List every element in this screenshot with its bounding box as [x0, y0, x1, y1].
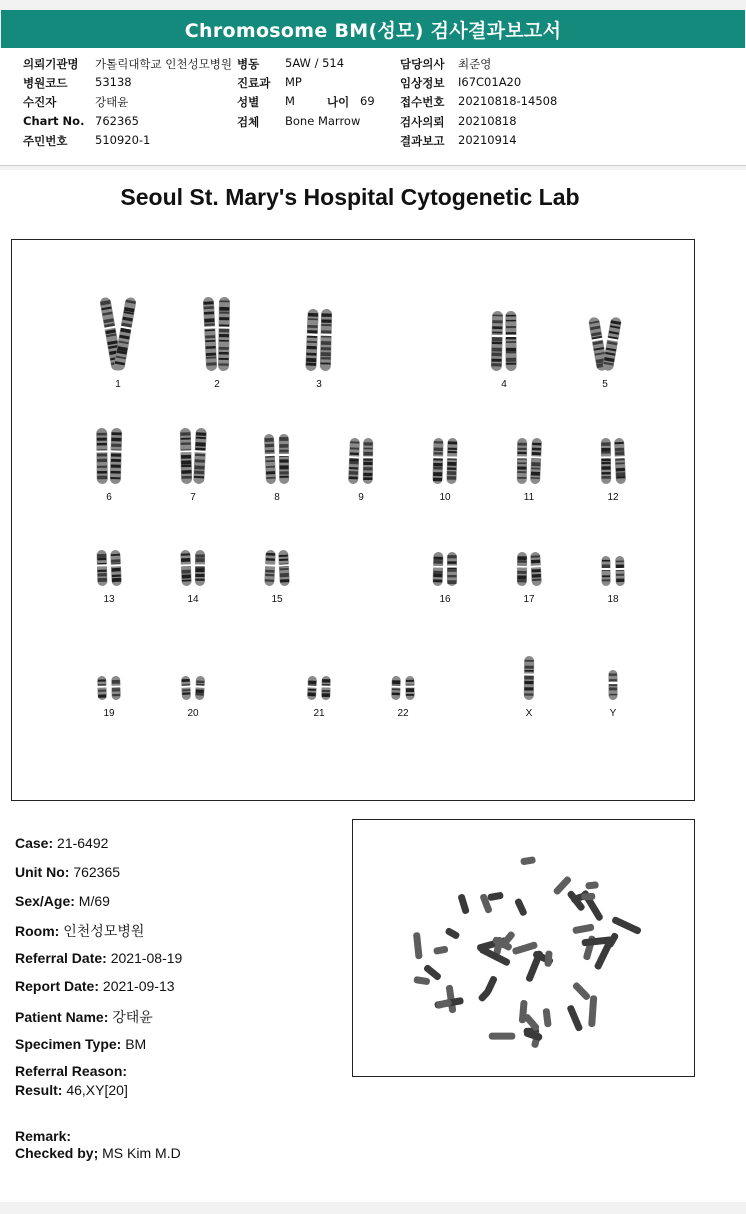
chromosome-pair [371, 616, 435, 719]
info-value: I67C01A20 [458, 75, 522, 89]
info-label: 담당의사 [400, 57, 445, 71]
chromosome-image [77, 616, 141, 702]
chromosome-number: 9 [358, 492, 364, 503]
chromosome-pair [245, 502, 309, 605]
info-value: M [285, 94, 295, 108]
chromosome-image [472, 287, 536, 373]
info-label: 수진자 [23, 95, 57, 109]
metaphase-chromosome [514, 898, 528, 917]
chromosome-pair [573, 287, 637, 390]
chromosome-image [86, 287, 150, 373]
chromosome-pair [77, 502, 141, 605]
metaphase-chromosome [566, 1004, 583, 1032]
case-info-value: M/69 [74, 893, 110, 909]
info-value: 가톨릭대학교 인천성모병원 [95, 57, 232, 71]
chromosome-number: 12 [607, 492, 619, 503]
info-value: 20210818 [458, 114, 517, 128]
chromosome-pair [77, 400, 141, 503]
info-label: 임상정보 [400, 76, 445, 90]
case-info-row [15, 1082, 128, 1098]
chromosome-number: 1 [115, 379, 121, 390]
report-title-banner [1, 10, 745, 48]
metaphase-chromosome [489, 1033, 516, 1040]
chromosome-pair [161, 400, 225, 503]
chromosome-pair [472, 287, 536, 390]
chromosome-pair [581, 616, 645, 719]
chromosome-number: X [525, 708, 533, 719]
metaphase-chromosome [588, 995, 597, 1027]
chromosome-pair [161, 616, 225, 719]
case-info-label: Remark: [15, 1128, 72, 1144]
metaphase-chromosome [413, 932, 423, 959]
case-info-value: 강태윤 [108, 1009, 153, 1025]
case-info-value: 762365 [69, 864, 121, 880]
case-info-label: Room: [15, 923, 60, 939]
info-value: 69 [360, 94, 375, 108]
chromosome-number: 7 [190, 492, 196, 503]
chromosome-pair [245, 400, 309, 503]
info-label: 의뢰기관명 [23, 57, 79, 71]
case-info-row [15, 864, 120, 880]
karyogram-panel [11, 239, 695, 801]
case-info-row [15, 921, 144, 941]
chromosome-pair [161, 502, 225, 605]
chromosome-image [245, 400, 309, 486]
case-info-label: Checked by; [15, 1145, 99, 1161]
chromosome-image [329, 400, 393, 486]
case-info-row [15, 1145, 181, 1161]
info-value: MP [285, 75, 302, 89]
info-label: 주민번호 [23, 134, 68, 148]
info-value: Bone Marrow [285, 114, 361, 128]
chromosome-pair [413, 502, 477, 605]
chromosome-number: 22 [397, 708, 409, 719]
metaphase-chromosome [457, 893, 470, 914]
chromosome-number: 16 [439, 594, 451, 605]
chromosome-number: Y [609, 708, 617, 719]
chromosome-pair [287, 616, 351, 719]
metaphase-image-panel [352, 819, 695, 1077]
chromosome-pair [581, 502, 645, 605]
metaphase-chromosome [572, 981, 592, 1001]
chromosome-image [77, 400, 141, 486]
chromosome-image [371, 616, 435, 702]
lab-title: Seoul St. Mary's Hospital Cytogenetic Lab [120, 184, 580, 210]
metaphase-chromosome [542, 1008, 551, 1028]
metaphase-chromosome [544, 950, 552, 967]
chromosome-image [497, 616, 561, 702]
info-value: 20210818-14508 [458, 94, 558, 108]
chromosome-pair [86, 287, 150, 390]
metaphase-chromosome [581, 893, 595, 901]
case-info-label: Report Date: [15, 978, 100, 994]
case-info-row [15, 1036, 146, 1052]
case-info-row [15, 978, 175, 994]
case-info-label: Specimen Type: [15, 1036, 122, 1052]
chromosome-number: 19 [103, 708, 115, 719]
chromosome-image [287, 616, 351, 702]
chromosome-image [581, 502, 645, 588]
case-info-label: Unit No: [15, 864, 70, 880]
chromosome-pair [287, 287, 351, 390]
info-label: 진료과 [237, 76, 271, 90]
chromosome-number: 10 [439, 492, 451, 503]
chromosome-number: 18 [607, 594, 619, 605]
case-info-row [15, 1063, 127, 1079]
case-info-row [15, 893, 110, 909]
case-info-row [15, 950, 182, 966]
report-title: Chromosome BM(성모) 검사결과보고서 [184, 19, 562, 42]
chromosome-number: 13 [103, 594, 115, 605]
case-info-value: MS Kim M.D [98, 1145, 181, 1161]
case-info-value: 2021-09-13 [99, 978, 175, 994]
case-info-label: Referral Reason: [15, 1063, 128, 1079]
info-label: 접수번호 [400, 95, 445, 109]
case-info-row [15, 835, 108, 851]
metaphase-chromosome [433, 945, 448, 954]
info-label: Chart No. [23, 114, 85, 128]
chromosome-number: 2 [214, 379, 220, 390]
chromosome-number: 15 [271, 594, 283, 605]
chromosome-image [497, 400, 561, 486]
chromosome-number: 17 [523, 594, 535, 605]
info-label: 성별 [237, 95, 260, 109]
chromosome-image [573, 287, 637, 373]
metaphase-chromosome [413, 976, 430, 985]
info-value: 최준영 [458, 57, 492, 71]
chromosome-pair [581, 400, 645, 503]
chromosome-image [413, 502, 477, 588]
case-info-row [15, 1007, 153, 1027]
chromosome-image [77, 502, 141, 588]
chromosome-pair [497, 400, 561, 503]
case-info-label: Referral Date: [15, 950, 107, 966]
chromosome-pair [497, 502, 561, 605]
chromosome-image [161, 616, 225, 702]
chromosome-pair [77, 616, 141, 719]
case-info-label: Result: [15, 1082, 63, 1098]
metaphase-chromosome [444, 927, 460, 940]
info-label: 병동 [237, 57, 260, 71]
chromosome-number: 21 [313, 708, 325, 719]
chromosome-image [497, 502, 561, 588]
chromosome-pair [329, 400, 393, 503]
metaphase-chromosome [611, 916, 642, 935]
chromosome-number: 20 [187, 708, 199, 719]
chromosome-image [581, 616, 645, 702]
chromosome-number: 6 [106, 492, 112, 503]
info-value: 510920-1 [95, 133, 151, 147]
chromosome-number: 14 [187, 594, 199, 605]
info-value: 53138 [95, 75, 132, 89]
chromosome-number: 3 [316, 379, 322, 390]
chromosome-image [161, 400, 225, 486]
metaphase-chromosome [585, 881, 599, 889]
case-info-label: Patient Name: [15, 1009, 109, 1025]
info-label: 검사의뢰 [400, 115, 445, 129]
metaphase-chromosome [572, 923, 595, 934]
metaphase-chromosome [487, 892, 504, 902]
case-info-row [15, 1128, 71, 1144]
info-value: 강태윤 [95, 95, 129, 109]
metaphase-chromosome [520, 856, 536, 865]
chromosome-number: 8 [274, 492, 280, 503]
case-info-value: 21-6492 [53, 835, 109, 851]
report-document [0, 170, 746, 1202]
chromosome-number: 5 [602, 379, 608, 390]
chromosome-pair [413, 400, 477, 503]
info-label: 나이 [327, 95, 350, 109]
chromosome-number: 11 [523, 492, 535, 503]
info-label: 병원코드 [23, 76, 68, 90]
chromosome-image [413, 400, 477, 486]
case-info-value: 인천성모병원 [59, 923, 145, 939]
case-info-value: 2021-08-19 [106, 950, 183, 966]
info-value: 20210914 [458, 133, 517, 147]
chromosome-image [161, 502, 225, 588]
chromosome-image [287, 287, 351, 373]
info-value: 762365 [95, 114, 139, 128]
chromosome-image [185, 287, 249, 373]
chromosome-number: 4 [501, 379, 507, 390]
order-info-panel [0, 48, 746, 166]
metaphase-chromosome [484, 975, 498, 995]
metaphase-spread-image [353, 820, 694, 1076]
info-label: 검체 [237, 115, 260, 129]
chromosome-image [245, 502, 309, 588]
chromosome-pair [497, 616, 561, 719]
chromosome-pair [185, 287, 249, 390]
info-label: 결과보고 [400, 134, 445, 148]
case-info-value: BM [121, 1036, 147, 1052]
case-info-label: Sex/Age: [15, 893, 75, 909]
case-info-label: Case: [15, 835, 54, 851]
info-value: 5AW / 514 [285, 56, 345, 70]
case-info-value: 46,XY[20] [62, 1082, 128, 1098]
chromosome-image [581, 400, 645, 486]
